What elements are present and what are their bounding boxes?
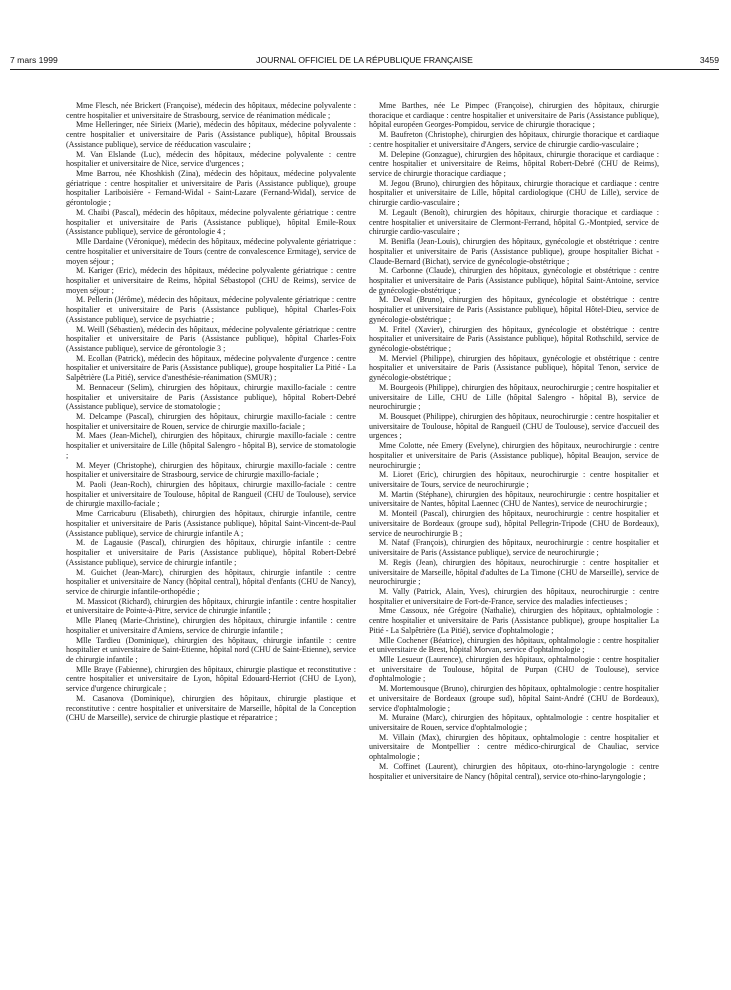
- header-date: 7 mars 1999: [10, 55, 58, 65]
- appointment-entry: M. Delepine (Gonzague), chirurgien des hôpitaux, chirurgie thoracique et cardiaque : centre hospitalier et universitaire de Reims, hôpital Robert-Debré (CHU de Reims), service de chirurgie thoracique cardiaque ;: [369, 149, 659, 179]
- appointment-entry: M. Jegou (Bruno), chirurgien des hôpitaux, chirurgie thoracique et cardiaque : centre hospitalier et universitaire de Lille, hôpital cardiologique (CHU de Lille), service de chirurgie cardio-vasculaire ;: [369, 178, 659, 208]
- appointment-entry: M. Meyer (Christophe), chirurgien des hôpitaux, chirurgie maxillo-faciale : centre hospitalier et universitaire de Strasbourg, service de chirurgie maxillo-faciale ;: [66, 460, 356, 480]
- left-column: [66, 101, 356, 723]
- appointment-entry: M. Bennaceur (Selim), chirurgien des hôpitaux, chirurgie maxillo-faciale : centre hospitalier et universitaire de Paris (Assistance publique), hôpital Robert-Debré (Assistance publique), service de stomatologie ;: [66, 382, 356, 412]
- appointment-entry: Mme Carricaburu (Elisabeth), chirurgien des hôpitaux, chirurgie infantile, centre hospitalier et universitaire de Paris (Assistance publique), hôpital Saint-Vincent-de-Paul (Assistance publique), service de chirurgie infantile A ;: [66, 509, 356, 538]
- appointment-entry: Mlle Braye (Fabienne), chirurgien des hôpitaux, chirurgie plastique et reconstitutive : centre hospitalier et universitaire de Lyon, hôpital Edouard-Herriot (CHU de Lyon), service d'urgence chirurgicale ;: [66, 664, 356, 694]
- appointment-entry: M. Baufreton (Christophe), chirurgien des hôpitaux, chirurgie thoracique et cardiaque : centre hospitalier et universitaire d'Angers, service de chirurgie cardio-vasculaire ;: [369, 130, 659, 149]
- appointment-entry: M. Bousquet (Philippe), chirurgien des hôpitaux, neurochirurgie : centre hospitalier et universitaire de Toulouse, hôpital de Rangueil (CHU de Toulouse), service d'accueil des urgences ;: [369, 412, 659, 441]
- appointment-entry: Mme Colotte, née Emery (Evelyne), chirurgien des hôpitaux, neurochirurgie : centre hospitalier et universitaire de Paris (Assistance publique), hôpital Beaujon, service de neurochirurgie ;: [369, 441, 659, 470]
- appointment-entry: M. Carbonne (Claude), chirurgien des hôpitaux, gynécologie et obstétrique : centre hospitalier et universitaire de Paris (Assistance publique), hôpital Saint-Antoine, service de gynécologie-obstétrique ;: [369, 266, 659, 295]
- appointment-entry: M. Kariger (Eric), médecin des hôpitaux, médecine polyvalente gériatrique : centre hospitalier et universitaire de Reims, hôpital Sébastopol (CHU de Reims), service de moyen séjour ;: [66, 266, 356, 295]
- appointment-entry: M. Martin (Stéphane), chirurgien des hôpitaux, neurochirurgie : centre hospitalier et universitaire de Nantes, hôpital Laennec (CHU de Nantes), service de neurochirurgie ;: [369, 489, 659, 509]
- appointment-entry: M. Monteil (Pascal), chirurgien des hôpitaux, neurochirurgie : centre hospitalier et universitaire de Bordeaux (groupe sud), hôpital Pellegrin-Tripode (CHU de Bordeaux), service de neurochirurgie B ;: [369, 509, 659, 538]
- appointment-entry: Mme Barthes, née Le Pimpec (Françoise), chirurgien des hôpitaux, chirurgie thoracique et cardiaque : centre hospitalier et universitaire de Paris (Assistance publique), hôpital européen Georges-Pompidou, service de chirurgie thoracique ;: [369, 101, 659, 130]
- appointment-entry: M. Bourgeois (Philippe), chirurgien des hôpitaux, neurochirurgie ; centre hospitalier et universitaire de Lille, CHU de Lille (hôpital Salengro - hôpital B), service de neurochirurgie ;: [369, 382, 659, 412]
- appointment-entry: M. Fritel (Xavier), chirurgien des hôpitaux, gynécologie et obstétrique : centre hospitalier et universitaire de Paris (Assistance publique), hôpital Rothschild, service de gynécologie-obstétrique ;: [369, 324, 659, 353]
- appointment-entry: M. Villain (Max), chirurgien des hôpitaux, ophtalmologie : centre hospitalier et universitaire de Montpellier : centre médico-chirurgical de Chauliac, service ophtalmologie ;: [369, 732, 659, 762]
- appointment-entry: M. Nataf (François), chirurgien des hôpitaux, neurochirurgie : centre hospitalier et universitaire de Paris (Assistance publique), service de neurochirurgie ;: [369, 538, 659, 558]
- appointment-entry: M. Chaibi (Pascal), médecin des hôpitaux, médecine polyvalente gériatrique : centre hospitalier et universitaire de Paris (Assistance publique), hôpital Emile-Roux (Assistance publique), service de gérontologie 4 ;: [66, 207, 356, 237]
- appointment-entry: M. Van Elslande (Luc), médecin des hôpitaux, médecine polyvalente : centre hospitalier et universitaire de Nice, service d'urgences ;: [66, 149, 356, 169]
- appointment-entry: M. Casanova (Dominique), chirurgien des hôpitaux, chirurgie plastique et reconstitutive : centre hospitalier et universitaire de Marseille, hôpital de la Conception (CHU de Marseille), service de chirurgie plastique et réparatrice ;: [66, 693, 356, 723]
- appointment-entry: M. Massicot (Richard), chirurgien des hôpitaux, chirurgie infantile : centre hospitalier et universitaire de Pointe-à-Pitre, service de chirurgie infantile ;: [66, 596, 356, 616]
- header-rule: [10, 69, 719, 70]
- appointment-entry: Mlle Cochener (Béatrice), chirurgien des hôpitaux, ophtalmologie : centre hospitalier et universitaire de Brest, hôpital Morvan, service d'ophtalmologie ;: [369, 635, 659, 655]
- appointment-entry: Mme Flesch, née Brickert (Françoise), médecin des hôpitaux, médecine polyvalente : centre hospitalier et universitaire de Strasbourg, service de réanimation médicale ;: [66, 101, 356, 120]
- appointment-entry: M. Vally (Patrick, Alain, Yves), chirurgien des hôpitaux, neurochirurgie : centre hospitalier et universitaire de Fort-de-France, service des maladies infectieuses ;: [369, 586, 659, 606]
- appointment-entry: M. de Lagausie (Pascal), chirurgien des hôpitaux, chirurgie infantile : centre hospitalier et universitaire de Paris (Assistance publique), hôpital Robert-Debré (Assistance publique), service de chirurgie infantile ;: [66, 538, 356, 567]
- appointment-entry: Mme Helleringer, née Sirieix (Marie), médecin des hôpitaux, médecine polyvalente : centre hospitalier et universitaire de Paris (Assistance publique), hôpital Broussais (Assistance publique), service de rééducation vasculaire ;: [66, 120, 356, 149]
- appointment-entry: M. Lioret (Eric), chirurgien des hôpitaux, neurochirurgie : centre hospitalier et universitaire de Tours, service de neurochirurgie ;: [369, 470, 659, 490]
- appointment-entry: M. Merviel (Philippe), chirurgien des hôpitaux, gynécologie et obstétrique : centre hospitalier et universitaire de Paris (Assistance publique), hôpital Tenon, service de gynécologie-obstétrique ;: [369, 353, 659, 383]
- header-journal-title: JOURNAL OFFICIEL DE LA RÉPUBLIQUE FRANÇAISE: [256, 55, 473, 65]
- appointment-entry: M. Deval (Bruno), chirurgien des hôpitaux, gynécologie et obstétrique : centre hospitalier et universitaire de Paris (Assistance publique), hôpital Hôtel-Dieu, service de gynécologie-obstétrique ;: [369, 295, 659, 324]
- appointment-entry: M. Paoli (Jean-Roch), chirurgien des hôpitaux, chirurgie maxillo-faciale : centre hospitalier et universitaire de Toulouse, hôpital de Rangueil (CHU de Toulouse), service de chirurgie maxillo-faciale ;: [66, 480, 356, 509]
- appointment-entry: Mlle Dardaine (Véronique), médecin des hôpitaux, médecine polyvalente gériatrique : centre hospitalier et universitaire de Tours (centre de convalescence Ermitage), service de moyen séjour ;: [66, 237, 356, 266]
- appointment-entry: M. Mortemousque (Bruno), chirurgien des hôpitaux, ophtalmologie : centre hospitalier et universitaire de Bordeaux (groupe sud), hôpital Saint-André (CHU de Bordeaux), service d'ophtalmologie ;: [369, 684, 659, 713]
- appointment-entry: Mlle Planeq (Marie-Christine), chirurgien des hôpitaux, chirurgie infantile : centre hospitalier et universitaire d'Amiens, service de chirurgie infantile ;: [66, 616, 356, 635]
- appointment-entry: M. Delcampe (Pascal), chirurgien des hôpitaux, chirurgie maxillo-faciale : centre hospitalier et universitaire de Rouen, service de chirurgie maxillo-faciale ;: [66, 412, 356, 431]
- appointment-entry: M. Benifla (Jean-Louis), chirurgien des hôpitaux, gynécologie et obstétrique : centre hospitalier et universitaire de Paris (Assistance publique), groupe hospitalier Bichat - Claude-Bernard (Bichat), service de gynécologie-obstétrique ;: [369, 237, 659, 266]
- appointment-entry: M. Ecollan (Patrick), médecin des hôpitaux, médecine polyvalente d'urgence : centre hospitalier et universitaire de Paris (Assistance publique), groupe hospitalier La Pitié - La Salpêtrière (La Pitié), service d'anesthésie-réanimation (SMUR) ;: [66, 353, 356, 383]
- appointment-entry: M. Coffinet (Laurent), chirurgien des hôpitaux, oto-rhino-laryngologie : centre hospitalier et universitaire de Nancy (hôpital central), service oto-rhino-laryngologie ;: [369, 761, 659, 781]
- appointment-entry: M. Weill (Sébastien), médecin des hôpitaux, médecine polyvalente gériatrique : centre hospitalier et universitaire de Paris (Assistance publique), hôpital Charles-Foix (Assistance publique), service de gérontologie 3 ;: [66, 324, 356, 353]
- appointment-entry: Mlle Tardieu (Dominique), chirurgien des hôpitaux, chirurgie infantile : centre hospitalier et universitaire de Saint-Etienne, hôpital nord (CHU de Saint-Etienne), service de chirurgie infantile ;: [66, 635, 356, 664]
- page-header: [10, 55, 719, 69]
- appointment-entry: M. Muraine (Marc), chirurgien des hôpitaux, ophtalmologie : centre hospitalier et universitaire de Rouen, service d'ophtalmologie ;: [369, 713, 659, 732]
- appointment-entry: M. Pellerin (Jérôme), médecin des hôpitaux, médecine polyvalente gériatrique : centre hospitalier et universitaire de Paris (Assistance publique), hôpital Charles-Foix (Assistance publique), service de psychiatrie ;: [66, 295, 356, 324]
- appointment-entry: M. Maes (Jean-Michel), chirurgien des hôpitaux, chirurgie maxillo-faciale : centre hospitalier et universitaire de Lille (hôpital Salengro - hôpital B), service de stomatologie ;: [66, 431, 356, 460]
- appointment-entry: M. Regis (Jean), chirurgien des hôpitaux, neurochirurgie : centre hospitalier et universitaire de Marseille, hôpital d'adultes de La Timone (CHU de Marseille), service de neurochirurgie ;: [369, 557, 659, 587]
- appointment-entry: Mme Barrou, née Khoshkish (Zina), médecin des hôpitaux, médecine polyvalente gériatrique : centre hospitalier et universitaire de Paris (Assistance publique), groupe hospitalier Lariboisière - Fernand-Widal - Saint-Lazare (Fernand-Widal), service de gérontologie ;: [66, 169, 356, 208]
- right-column: [369, 101, 659, 781]
- header-page-number: 3459: [699, 55, 719, 65]
- appointment-entry: Mme Cassoux, née Grégoire (Nathalie), chirurgien des hôpitaux, ophtalmologie : centre hospitalier et universitaire de Paris (Assistance publique), groupe hospitalier La Pitié - La Salpêtrière (La Pitié), service d'ophtalmologie ;: [369, 606, 659, 635]
- appointment-entry: M. Legault (Benoît), chirurgien des hôpitaux, chirurgie thoracique et cardiaque : centre hospitalier et universitaire de Clermont-Ferrand, hôpital G.-Montpied, service de chirurgie cardio-vasculaire ;: [369, 207, 659, 237]
- appointment-entry: M. Guichet (Jean-Marc), chirurgien des hôpitaux, chirurgie infantile : centre hospitalier et universitaire de Nancy (hôpital central), hôpital d'enfants (CHU de Nancy), service de chirurgie infantile-orthopédie ;: [66, 567, 356, 596]
- appointment-entry: Mlle Lesueur (Laurence), chirurgien des hôpitaux, ophtalmologie : centre hospitalier et universitaire de Toulouse, hôpital de Purpan (CHU de Toulouse), service d'ophtalmologie ;: [369, 654, 659, 684]
